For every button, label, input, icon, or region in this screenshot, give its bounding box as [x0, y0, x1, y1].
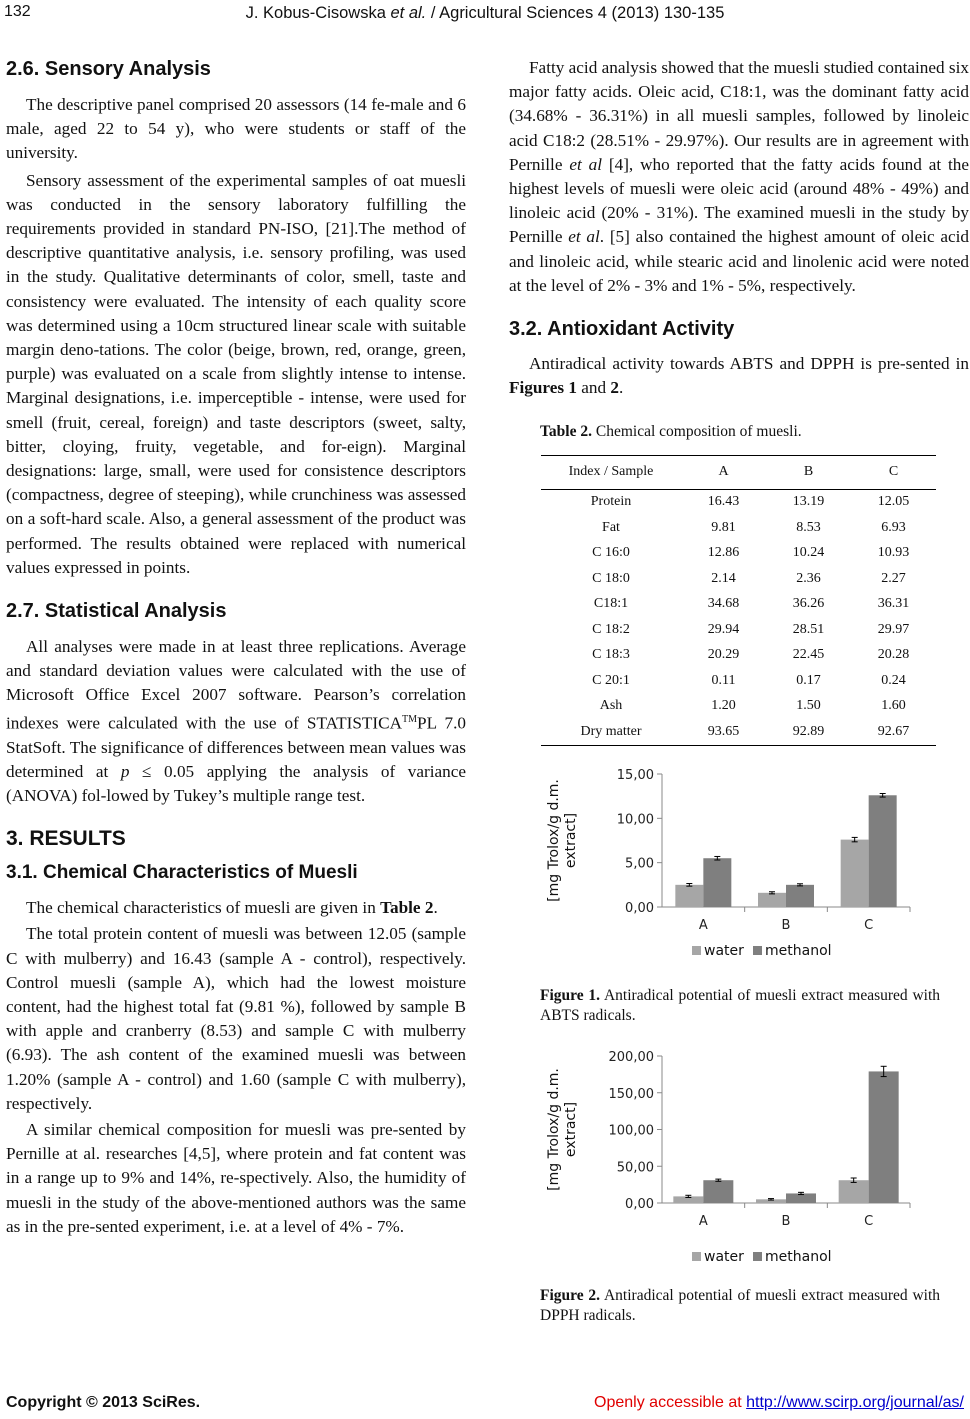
bar-water-A: [675, 885, 703, 907]
dpph-bar-chart: [540, 1046, 940, 1271]
table-row: [541, 541, 936, 567]
section-3-title: 3. RESULTS: [6, 827, 126, 851]
table-cell: 12.05: [877, 494, 910, 510]
section-3-1-title: 3.1. Chemical Characteristics of Muesli: [6, 862, 358, 884]
table-row-label: Dry matter: [541, 719, 681, 745]
table-row: [541, 694, 936, 720]
table-cell: 2.27: [881, 570, 906, 586]
table-row-label: C 18:2: [592, 621, 630, 637]
section-2-7-title: 2.7. Statistical Analysis: [6, 600, 227, 623]
table-header: B: [766, 455, 851, 489]
table-row: [541, 566, 936, 592]
legend-swatch-methanol: [753, 946, 762, 955]
sensory-paragraph-2: Sensory assessment of the experimental samples of oat muesli was conducted in the sensory laboratory fulfilling the requirements provided in standard PN-ISO, [21].The method of descriptive quantitative analysis, i.e. sensory profiling, was used in the study. Qualitative determinants of color, smell, taste and consistency were evaluated. The intensity of each quality score was determined using a 10cm structured linear scale with suitable margin deno-tations. The color (beige, brown, red, orange, green, purple) was evaluated on a scale from slightly intense to intense. Marginal designations, i.e. imperceptible - intense, were used for smell (fruit, cereal, foreign) and taste descriptors (sweet, salty, bitter, cloying, fruity, vegetable, and for-eign). Marginal designations: large, small, were used for consistence descriptors (compactness, degree of steeping), while crunchiness was assessed on a soft-hard scale. Also, a general assessment of the product was performed. The results obtained were replaced with numerical values expressed in points.: [6, 170, 466, 577]
legend-label-water: water: [704, 1249, 744, 1266]
copyright-footer: Copyright © 2013 SciRes.: [6, 1394, 201, 1411]
legend-label-water: water: [704, 942, 744, 959]
table-cell: 92.67: [851, 719, 936, 745]
figure-2: [540, 1046, 969, 1278]
bar-methanol-B: [786, 885, 814, 907]
table-cell: 10.24: [792, 545, 825, 561]
table-header: C: [851, 455, 936, 489]
y-axis-label: [mg Trolox/g d.m.extract]: [546, 1068, 579, 1191]
table-cell: 10.93: [877, 545, 910, 561]
table-cell: 28.51: [792, 621, 825, 637]
table-cell: 0.24: [881, 672, 906, 688]
header-et-al: et al.: [390, 4, 427, 22]
table-caption: Table 2. Chemical composition of muesli.: [540, 423, 802, 441]
figure-2-caption: Figure 2. Antiradical potential of muesli extract measured with DPPH radicals.: [540, 1287, 941, 1325]
legend-label-methanol: methanol: [765, 942, 832, 959]
table-row: [541, 643, 936, 669]
antioxidant-paragraph: Antiradical activity towards ABTS and DPPH is pre-sented in Figures 1 and 2.: [509, 354, 969, 398]
x-tick-label: C: [864, 917, 874, 933]
y-tick-label: 200,00: [608, 1050, 654, 1066]
table-header: A: [681, 455, 766, 489]
abts-bar-chart: [540, 760, 940, 970]
table-row-label: C 20:1: [592, 672, 630, 688]
fatty-acid-paragraph: Fatty acid analysis showed that the muesli studied contained six major fatty acids. Oleic acid, C18:1, was the dominant fatty acid (34.68% - 36.31%) in all muesli samples, followed by linoleic acid C18:2 (28.51% - 29.97%). Our results are in agreement with Pernille et al [4], who reported that the fatty acids found at the highest levels of muesli were oleic acid (around 48% - 49%) and linoleic acid (20% - 31%). The examined muesli in the study by Pernille et al. [5] also contained the highest amount of oleic acid and linoleic acid, while stearic acid and linolenic acid were noted at the level of 2% - 3% and 1% - 5%, respectively.: [509, 58, 970, 295]
table-cell: 2.14: [711, 570, 736, 586]
table-header-row: [541, 455, 936, 489]
table-cell: 93.65: [681, 719, 766, 745]
x-tick-label: A: [698, 1214, 708, 1230]
legend-swatch-water: [692, 1252, 701, 1261]
table-row: [541, 719, 936, 745]
y-tick-label: 0,00: [625, 900, 654, 916]
table-cell: 0.17: [796, 672, 821, 688]
legend-swatch-water: [692, 946, 701, 955]
bar-water-C: [841, 839, 869, 906]
table-cell: 12.86: [707, 545, 740, 561]
table-row-label: C 16:0: [592, 545, 630, 561]
chemical-paragraph-2: The total protein content of muesli was between 12.05 (sample C with mulberry) and 16.43 (sample A - control), respectively. Control muesli (sample A), which had the lowest moisture content, had the highest total fat (9.81 %), followed by sample B with apple and cranberry (8.53) and sample C with mulberry (6.93). The ash content of the examined muesli was between 1.20% (sample A - control) and 1.60 (sample C with mulberry), respectively.: [6, 924, 466, 1113]
bar-methanol-A: [703, 1180, 733, 1203]
chemical-paragraph-1: The chemical characteristics of muesli are given in Table 2.: [26, 898, 438, 918]
y-tick-label: 15,00: [616, 767, 654, 783]
bar-water-B: [758, 893, 786, 907]
table-cell: 36.26: [792, 596, 825, 612]
table-cell: 9.81: [711, 519, 736, 535]
table-cell: 1.50: [796, 698, 821, 714]
table-cell: 13.19: [792, 494, 825, 510]
header-authors: J. Kobus-Cisowska: [245, 4, 386, 22]
table-row-label: C18:1: [593, 596, 629, 612]
table-row: [541, 592, 936, 618]
y-tick-label: 150,00: [608, 1086, 654, 1102]
table-cell: 16.43: [707, 494, 740, 510]
journal-link[interactable]: http://www.scirp.org/journal/as/: [746, 1394, 964, 1411]
bar-methanol-C: [869, 795, 897, 907]
x-tick-label: B: [781, 917, 791, 933]
table-cell: 29.94: [707, 621, 740, 637]
table-cell: 1.60: [881, 698, 906, 714]
chemical-composition-table: [541, 455, 936, 746]
table-row-label: C 18:3: [592, 647, 630, 663]
y-tick-label: 0,00: [625, 1197, 654, 1213]
y-tick-label: 50,00: [616, 1160, 654, 1176]
y-tick-label: 5,00: [625, 856, 654, 872]
y-tick-label: 100,00: [608, 1123, 654, 1139]
table-row: [541, 515, 936, 541]
table-cell: 20.28: [877, 647, 910, 663]
table-cell: 92.89: [766, 719, 851, 745]
table-cell: 1.20: [711, 698, 736, 714]
bar-methanol-C: [869, 1071, 899, 1203]
right-column: [509, 56, 969, 1326]
header-journal: / Agricultural Sciences 4 (2013) 130-135: [430, 4, 725, 22]
table-row-label: Ash: [599, 698, 623, 714]
y-tick-label: 10,00: [616, 812, 654, 828]
access-footer: Openly accessible at http://www.scirp.org/journal/as/: [594, 1394, 964, 1411]
section-3-2-title: 3.2. Antioxidant Activity: [509, 318, 735, 341]
table-cell: 36.31: [877, 596, 910, 612]
figure-1-caption: Figure 1. Antiradical potential of muesli extract measured with ABTS radicals.: [540, 987, 941, 1025]
x-tick-label: A: [698, 917, 708, 933]
legend-swatch-methanol: [753, 1252, 762, 1261]
table-cell: 22.45: [792, 647, 825, 663]
x-tick-label: B: [781, 1214, 791, 1230]
table-row-label: Fat: [602, 519, 620, 535]
x-tick-label: C: [864, 1214, 874, 1230]
table-cell: 34.68: [707, 596, 740, 612]
table-cell: 6.93: [881, 519, 906, 535]
table-cell: 8.53: [796, 519, 821, 535]
left-column: [6, 56, 466, 1239]
table-row: [541, 489, 936, 515]
sensory-paragraph-1: The descriptive panel comprised 20 assessors (14 fe-male and 6 male, aged 22 to 54 y), who were students or staff of the university.: [6, 95, 466, 163]
table-row: [541, 617, 936, 643]
table-row: [541, 668, 936, 694]
table-row-label: Protein: [590, 494, 632, 510]
legend-label-methanol: methanol: [765, 1249, 832, 1266]
y-axis-label: [mg Trolox/g d.m.extract]: [546, 778, 579, 902]
table-cell: 0.11: [711, 672, 736, 688]
table-cell: 2.36: [796, 570, 821, 586]
bar-water-C: [839, 1180, 869, 1203]
section-2-6-title: 2.6. Sensory Analysis: [6, 58, 211, 80]
table-header: Index / Sample: [541, 455, 681, 489]
table-cell: 29.97: [877, 621, 910, 637]
page-number: 132: [4, 3, 31, 20]
bar-methanol-A: [703, 858, 731, 907]
running-header: [0, 4, 970, 23]
chemical-paragraph-3: A similar chemical composition for muesli was pre-sented by Pernille at al. researches [4,5], where protein and fat content was in a range up to 9% and 14%, re-spectively. Also, the humidity of muesli in the study of the above-mentioned authors was the same as in the pre-sented experiment, i.e. at a level of 4% - 7%.: [6, 1120, 466, 1236]
figure-1: [540, 760, 969, 977]
statistical-paragraph: All analyses were made in at least three replications. Average and standard deviation values were calculated with the use of Microsoft Office Excel 2007 software. Pearson’s correlation indexes were calculated with the use of STATISTICA™PL 7.0 StatSoft. The significance of differences between mean values was determined at p ≤ 0.05 applying the analysis of variance (ANOVA) fol-lowed by Tukey’s multiple range test.: [6, 637, 467, 806]
table-cell: 20.29: [707, 647, 740, 663]
table-row-label: C 18:0: [592, 570, 630, 586]
